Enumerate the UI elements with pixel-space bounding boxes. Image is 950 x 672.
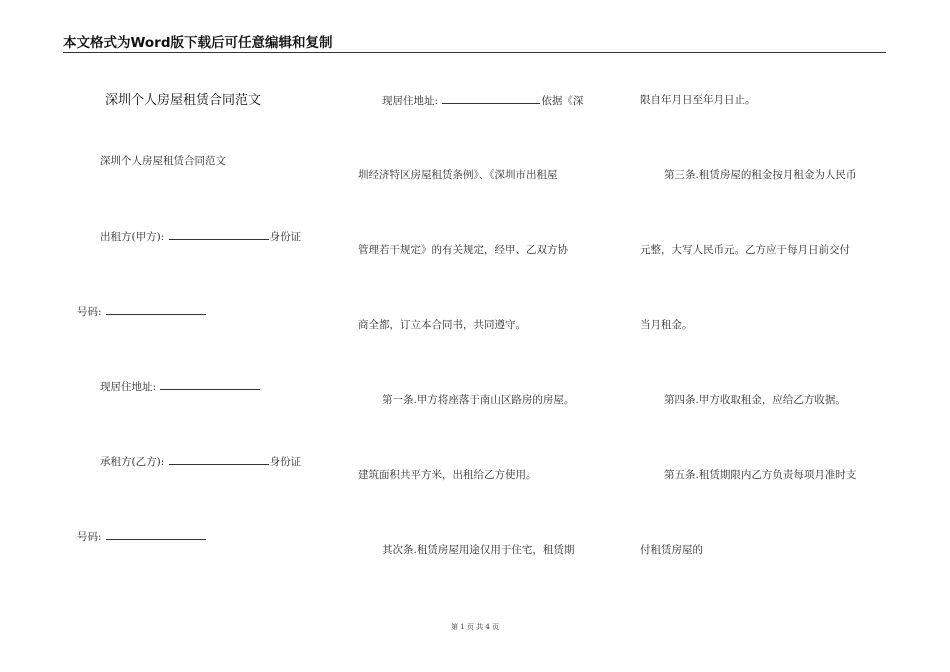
lessee-line <box>100 454 301 469</box>
body-line: 建筑面积共平方米，出租给乙方使用。 <box>358 469 537 481</box>
lessor-address-line <box>100 379 261 394</box>
address-suffix: 依据《深 <box>541 95 584 107</box>
id-number-label: 号码: <box>77 531 105 543</box>
body-line: 付租赁房屋的 <box>640 544 703 556</box>
clause-one: 第一条.甲方将座落于南山区路房的房屋。 <box>382 394 575 406</box>
body-line: 限自年月日至年月日止。 <box>640 94 756 106</box>
document-title: 深圳个人房屋租赁合同范文 <box>105 93 262 108</box>
lessor-label: 出租方(甲方): <box>100 231 168 243</box>
header-text: 本文格式为Word版下载后可任意编辑和复制 <box>63 35 333 51</box>
lessor-line <box>100 229 301 244</box>
clause-four: 第四条.甲方收取租金，应给乙方收据。 <box>664 394 846 406</box>
document-header <box>63 34 886 53</box>
lessor-address-blank <box>160 379 260 390</box>
lessee-id-blank <box>106 529 206 540</box>
body-line: 元整，大写人民币元。乙方应于每月日前交付 <box>640 244 850 256</box>
body-line: 商全都，订立本合同书，共同遵守。 <box>358 319 526 331</box>
lessee-name-blank <box>169 454 269 465</box>
subtitle-text: 深圳个人房屋租赁合同范文 <box>100 155 226 167</box>
lessor-id-label: 身份证 <box>269 231 302 243</box>
body-line: 当月租金。 <box>640 319 693 331</box>
address-label: 现居住地址: <box>100 381 160 393</box>
lessee-address-line <box>382 93 583 108</box>
lessee-id-line <box>77 529 207 544</box>
clause-five: 第五条.租赁期限内乙方负责每项月准时支 <box>664 469 857 481</box>
body-line: 圳经济特区房屋租赁条例》、《深圳市出租屋 <box>358 169 558 181</box>
clause-two: 其次条.租赁房屋用途仅用于住宅，租赁期 <box>382 544 575 556</box>
lessor-id-blank <box>106 304 206 315</box>
body-line: 管理若干规定》的有关规定，经甲、乙双方协 <box>358 244 568 256</box>
lessee-id-label: 身份证 <box>269 456 302 468</box>
id-number-label: 号码: <box>77 306 105 318</box>
lessor-name-blank <box>169 229 269 240</box>
clause-three: 第三条.租赁房屋的租金按月租金为人民币 <box>664 169 857 181</box>
lessee-label: 承租方(乙方): <box>100 456 168 468</box>
page-number: 第 1 页 共 4 页 <box>450 623 500 631</box>
address-label: 现居住地址: <box>382 95 442 107</box>
lessor-id-line <box>77 304 207 319</box>
lessee-address-blank <box>442 93 540 104</box>
